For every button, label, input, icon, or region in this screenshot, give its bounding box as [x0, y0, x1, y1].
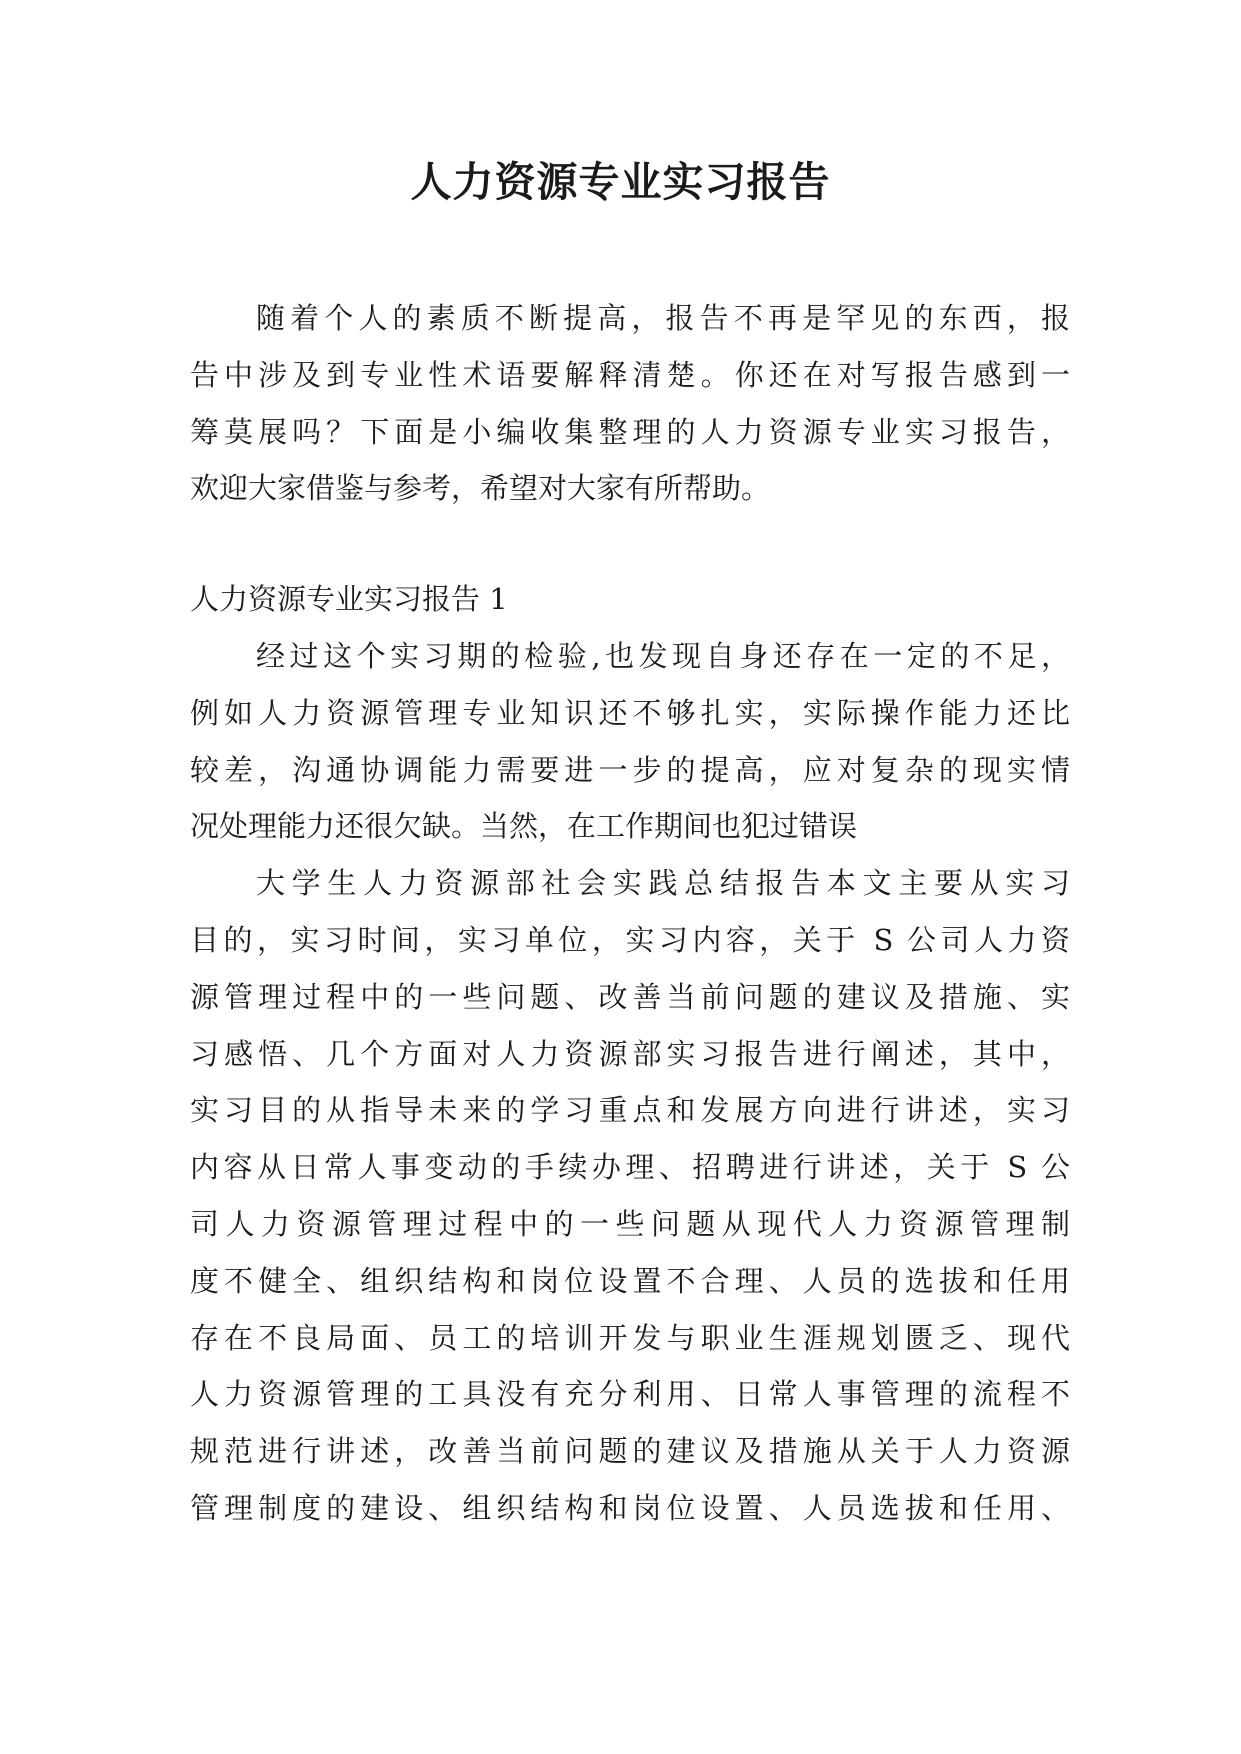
text-line: 较差，沟通协调能力需要进一步的提高，应对复杂的现实情 [190, 752, 1070, 787]
body-paragraph-1 [190, 628, 1070, 855]
section-heading: 人力资源专业实习报告 1 [190, 582, 508, 617]
text-line: 习感悟、几个方面对人力资源部实习报告进行阐述，其中， [190, 1036, 1070, 1071]
text-line: 司人力资源管理过程中的一些问题从现代人力资源管理制 [190, 1206, 1070, 1241]
text-line: 筹莫展吗？下面是小编收集整理的人力资源专业实习报告， [190, 414, 1070, 449]
text-line: 内容从日常人事变动的手续办理、招聘进行讲述，关于 S 公 [190, 1150, 1070, 1185]
paragraph-spacer [190, 517, 1070, 571]
text-line: 目的，实习时间，实习单位，实习内容，关于 S 公司人力资 [190, 922, 1070, 957]
document-body [190, 290, 1070, 1537]
text-line: 大学生人力资源部社会实践总结报告本文主要从实习 [256, 866, 1070, 901]
text-line: 经过这个实习期的检验,也发现自身还存在一定的不足， [256, 638, 1070, 673]
text-line: 源管理过程中的一些问题、改善当前问题的建议及措施、实 [190, 979, 1070, 1014]
body-paragraph-2 [190, 855, 1070, 1537]
text-line: 欢迎大家借鉴与参考，希望对大家有所帮助。 [190, 471, 771, 506]
text-line: 随着个人的素质不断提高，报告不再是罕见的东西，报 [256, 301, 1070, 335]
text-line: 规范进行讲述，改善当前问题的建议及措施从关于人力资源 [190, 1434, 1070, 1469]
text-line: 管理制度的建设、组织结构和岗位设置、人员选拔和任用、 [190, 1490, 1070, 1525]
text-line: 况处理能力还很欠缺。当然，在工作期间也犯过错误 [190, 809, 858, 844]
text-line: 实习目的从指导未来的学习重点和发展方向进行讲述，实习 [190, 1093, 1070, 1128]
text-line: 存在不良局面、员工的培训开发与职业生涯规划匮乏、现代 [190, 1320, 1070, 1355]
text-line: 度不健全、组织结构和岗位设置不合理、人员的选拔和任用 [190, 1263, 1070, 1298]
intro-paragraph [190, 290, 1070, 517]
document-title: 人力资源专业实习报告 [410, 158, 831, 206]
text-line: 人力资源管理的工具没有充分利用、日常人事管理的流程不 [190, 1377, 1070, 1412]
text-line: 例如人力资源管理专业知识还不够扎实，实际操作能力还比 [190, 695, 1070, 730]
text-line: 告中涉及到专业性术语要解释清楚。你还在对写报告感到一 [190, 357, 1070, 392]
